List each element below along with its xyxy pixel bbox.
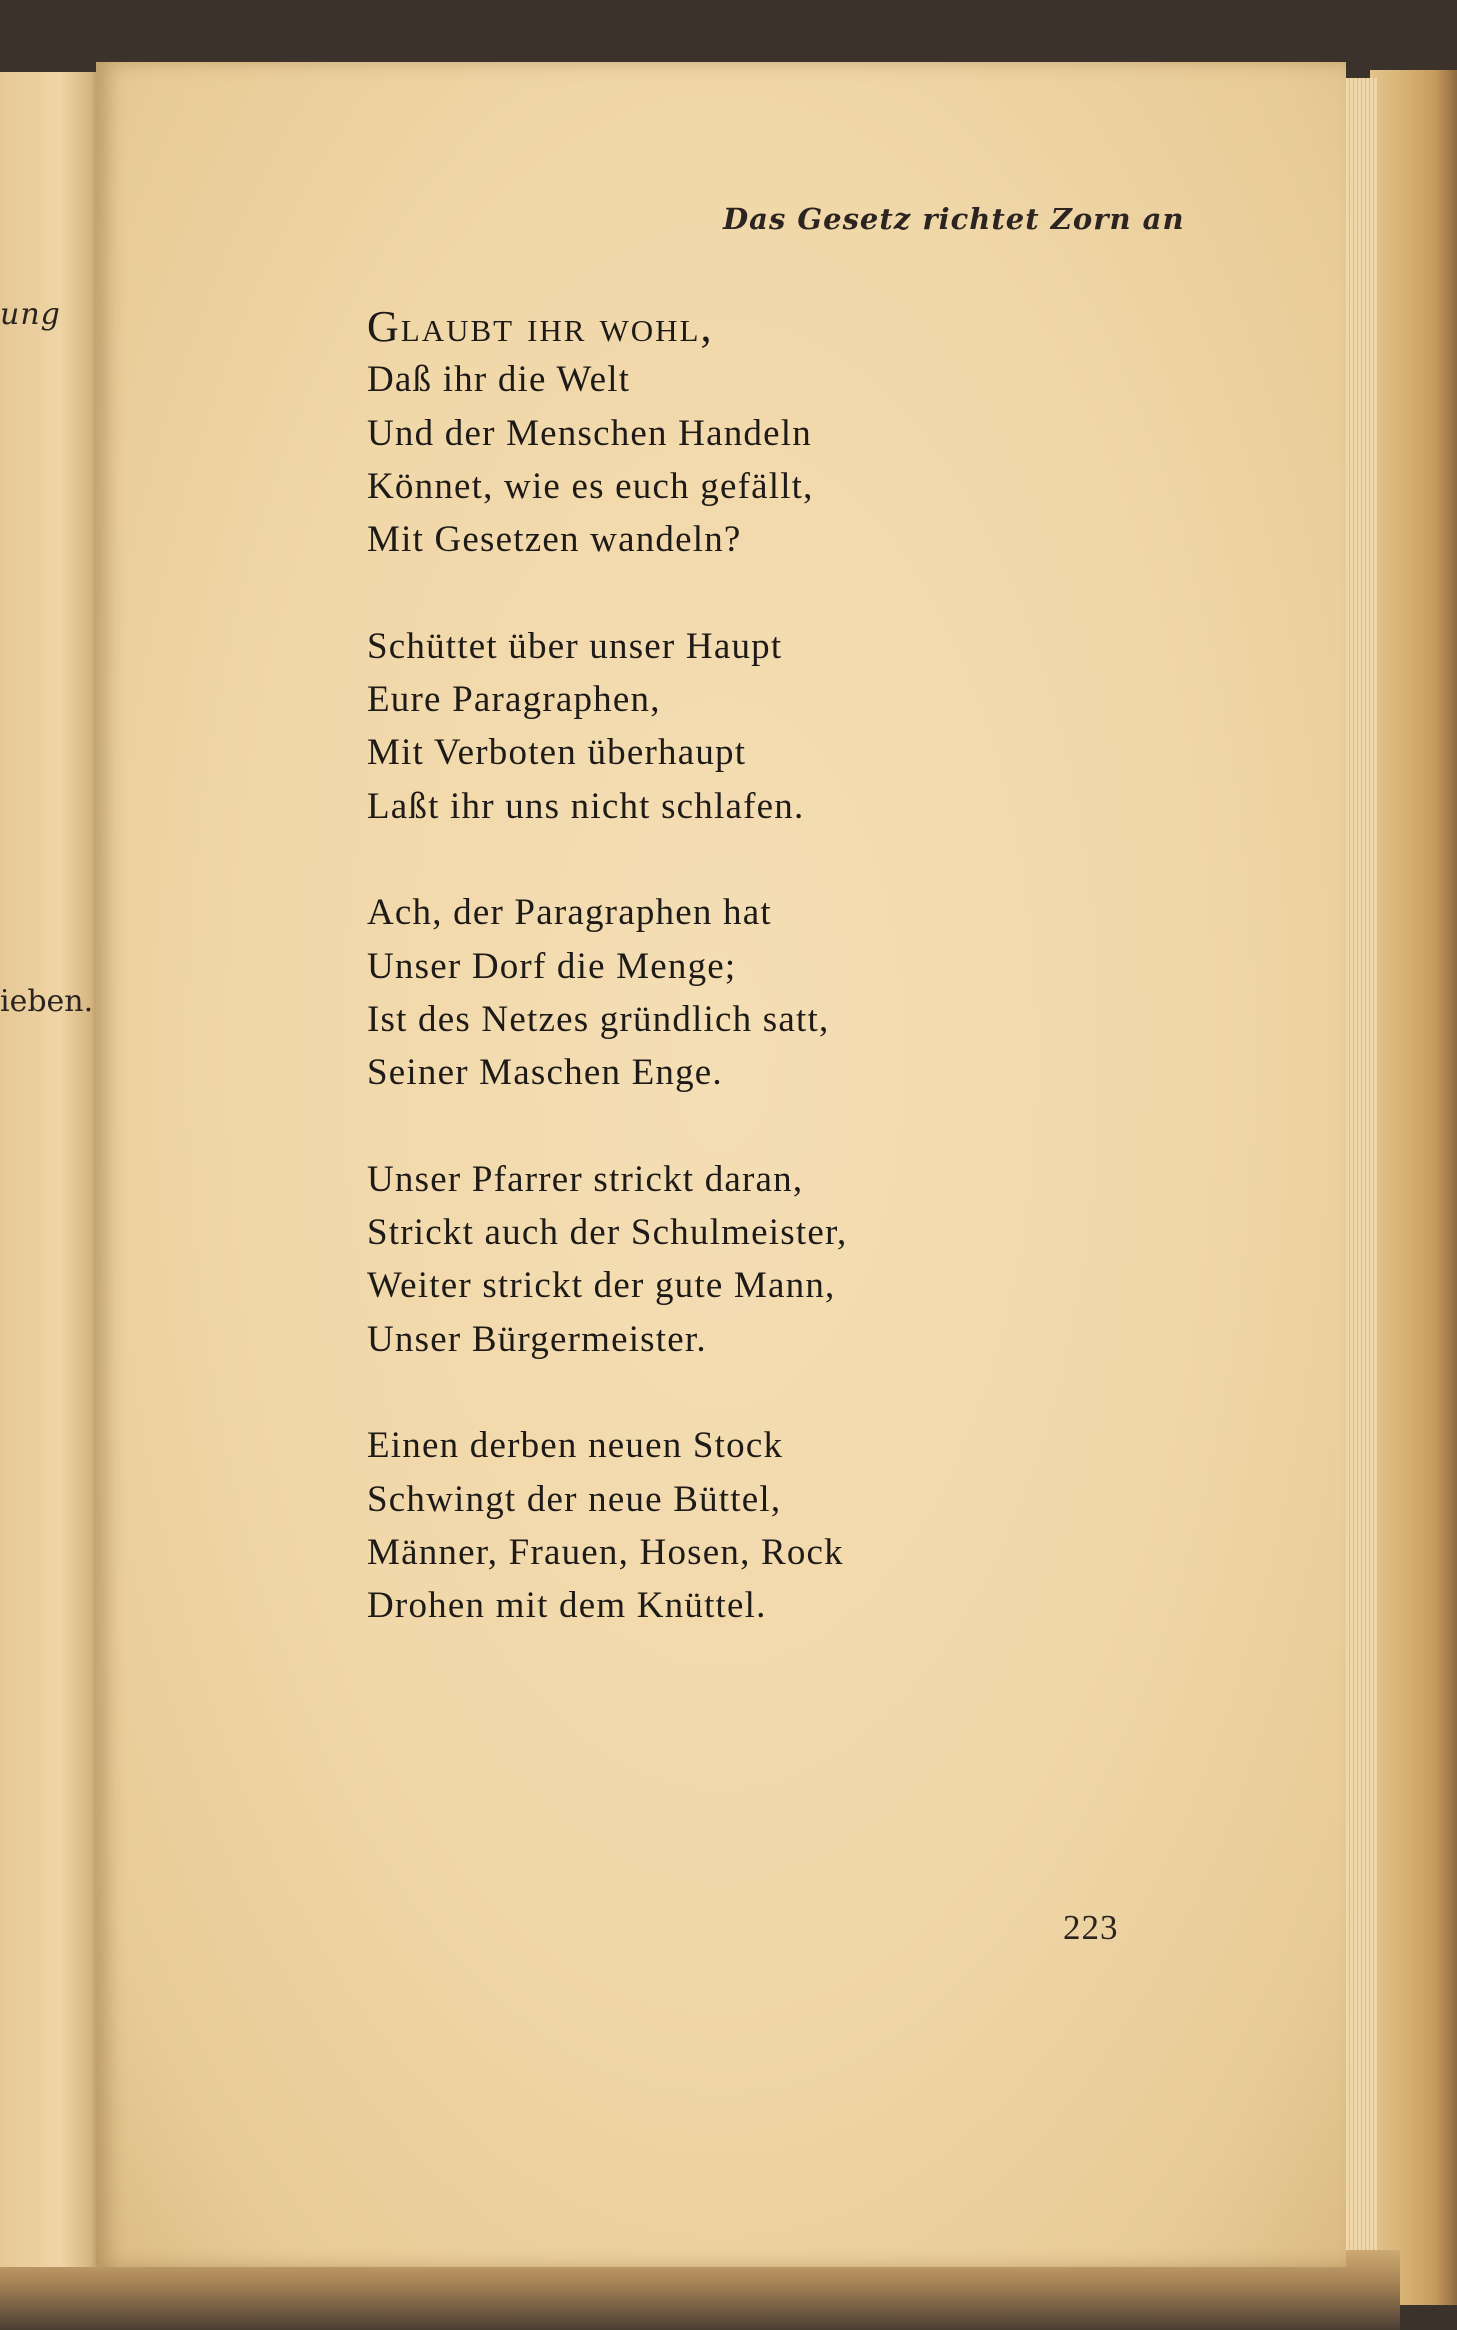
left-page-text-fragment: ieben. <box>0 984 94 1019</box>
poem-line: Eure Paragraphen, <box>367 679 661 721</box>
poem-line: Seiner Maschen Enge. <box>367 1052 723 1094</box>
poem-line: Unser Pfarrer strickt daran, <box>367 1158 804 1200</box>
poem-line: Daß ihr die Welt <box>367 359 631 401</box>
stanza-5 <box>367 1419 987 1632</box>
poem-line: Mit Gesetzen wandeln? <box>367 519 742 561</box>
poem-line: Ist des Netzes gründlich satt, <box>367 998 830 1040</box>
poem-line: Laßt ihr uns nicht schlafen. <box>367 785 805 827</box>
poem-line: Einen derben neuen Stock <box>367 1425 784 1467</box>
poem <box>367 300 987 1686</box>
book-cover-edge <box>1370 70 1457 2305</box>
poem-line: Unser Bürgermeister. <box>367 1318 707 1360</box>
poem-line: Weiter strickt der gute Mann, <box>367 1265 836 1307</box>
poem-line: Mit Verboten überhaupt <box>367 732 747 774</box>
stanza-3 <box>367 886 987 1099</box>
poem-line: Ach, der Paragraphen hat <box>367 892 772 934</box>
page-number: 223 <box>1063 1908 1119 1947</box>
poem-line: Könnet, wie es euch gefällt, <box>367 465 814 507</box>
poem-line: Unser Dorf die Menge; <box>367 945 737 987</box>
stanza-2 <box>367 620 987 833</box>
poem-line: Männer, Frauen, Hosen, Rock <box>367 1531 844 1573</box>
stanza-1 <box>367 300 987 566</box>
poem-line: Strickt auch der Schulmeister, <box>367 1212 848 1254</box>
poem-line: Drohen mit dem Knüttel. <box>367 1585 767 1627</box>
poem-line: Schwingt der neue Büttel, <box>367 1478 782 1520</box>
running-head: Das Gesetz richtet Zorn an <box>723 202 1185 236</box>
left-page <box>0 72 100 2267</box>
left-page-header-fragment: ung <box>0 297 61 332</box>
poem-line: Schüttet über unser Haupt <box>367 625 783 667</box>
poem-line: Und der Menschen Handeln <box>367 412 812 454</box>
poem-title-line: Glaubt ihr wohl, <box>367 302 714 351</box>
stanza-4 <box>367 1153 987 1366</box>
